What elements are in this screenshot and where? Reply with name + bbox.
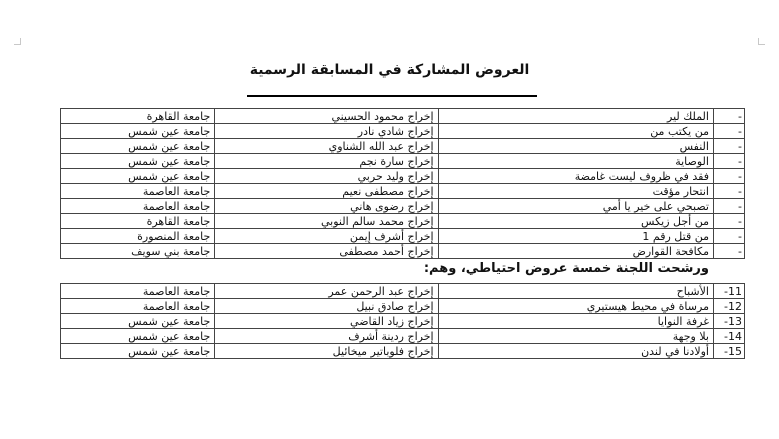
table-row xyxy=(61,329,745,344)
page-margin-marker-right xyxy=(758,38,765,45)
official-shows-table xyxy=(60,108,745,259)
reserve-shows-table xyxy=(60,283,745,359)
row-number: - xyxy=(713,169,744,184)
show-director: إخراج شادي نادر xyxy=(215,124,438,139)
table-row xyxy=(61,139,745,154)
row-number: - xyxy=(713,154,744,169)
row-number: - xyxy=(713,214,744,229)
show-university: جامعة القاهرة xyxy=(61,109,215,124)
table-row xyxy=(61,229,745,244)
row-number: - xyxy=(713,124,744,139)
show-director: إخراج مصطفى نعيم xyxy=(215,184,438,199)
table-row xyxy=(61,214,745,229)
show-university: جامعة عين شمس xyxy=(61,139,215,154)
show-director: إخراج أشرف إيمن xyxy=(215,229,438,244)
table-row xyxy=(61,109,745,124)
show-director: إخراج فلوباتير ميخائيل xyxy=(215,344,438,359)
page-margin-marker-left xyxy=(14,38,21,45)
show-university: جامعة عين شمس xyxy=(61,329,215,344)
show-title: الوصاية xyxy=(438,154,713,169)
show-university: جامعة القاهرة xyxy=(61,214,215,229)
show-university: جامعة العاصمة xyxy=(61,284,215,299)
table-row xyxy=(61,284,745,299)
show-university: جامعة عين شمس xyxy=(61,154,215,169)
show-title: بلا وجهة xyxy=(438,329,713,344)
show-university: جامعة العاصمة xyxy=(61,184,215,199)
title-underline xyxy=(247,95,537,97)
show-director: إخراج أحمد مصطفى xyxy=(215,244,438,259)
row-number: 11- xyxy=(713,284,744,299)
document-title: العروض المشاركة في المسابقة الرسمية xyxy=(249,62,530,78)
row-number: - xyxy=(713,229,744,244)
show-title: من قتل رقم 1 xyxy=(438,229,713,244)
show-title: فقد في ظروف ليست غامضة xyxy=(438,169,713,184)
table-row xyxy=(61,184,745,199)
show-title: أولادنا في لندن xyxy=(438,344,713,359)
show-university: جامعة العاصمة xyxy=(61,299,215,314)
reserve-heading: ورشحت اللجنة خمسة عروض احتياطي، وهم: xyxy=(423,261,709,276)
table-row xyxy=(61,344,745,359)
table-row xyxy=(61,199,745,214)
show-university: جامعة العاصمة xyxy=(61,199,215,214)
show-title: تصبحي على خير يا أمي xyxy=(438,199,713,214)
row-number: - xyxy=(713,199,744,214)
table-row xyxy=(61,314,745,329)
show-university: جامعة عين شمس xyxy=(61,124,215,139)
show-university: جامعة بني سويف xyxy=(61,244,215,259)
show-director: إخراج عبد الرحمن عمر xyxy=(215,284,438,299)
row-number: - xyxy=(713,109,744,124)
show-title: من يكتب من xyxy=(438,124,713,139)
row-number: 13- xyxy=(713,314,744,329)
show-title: الأشباح xyxy=(438,284,713,299)
table-row xyxy=(61,169,745,184)
show-title: من أجل زيكس xyxy=(438,214,713,229)
row-number: - xyxy=(713,244,744,259)
show-director: إخراج صادق نبيل xyxy=(215,299,438,314)
table-row xyxy=(61,154,745,169)
show-director: إخراج ردينة أشرف xyxy=(215,329,438,344)
row-number: - xyxy=(713,139,744,154)
row-number: 14- xyxy=(713,329,744,344)
show-director: إخراج سارة نجم xyxy=(215,154,438,169)
show-director: إخراج وليد حربي xyxy=(215,169,438,184)
show-director: إخراج محمد سالم النوبي xyxy=(215,214,438,229)
show-university: جامعة المنصورة xyxy=(61,229,215,244)
show-university: جامعة عين شمس xyxy=(61,344,215,359)
table-row xyxy=(61,299,745,314)
show-title: انتحار مؤقت xyxy=(438,184,713,199)
show-title: مرساة في محيط هيستيري xyxy=(438,299,713,314)
show-university: جامعة عين شمس xyxy=(61,314,215,329)
show-university: جامعة عين شمس xyxy=(61,169,215,184)
show-title: مكافحة القوارض xyxy=(438,244,713,259)
row-number: - xyxy=(713,184,744,199)
show-title: النفس xyxy=(438,139,713,154)
table-row xyxy=(61,244,745,259)
show-title: الملك لير xyxy=(438,109,713,124)
show-director: إخراج رضوى هاني xyxy=(215,199,438,214)
row-number: 15- xyxy=(713,344,744,359)
show-director: إخراج زياد القاضي xyxy=(215,314,438,329)
show-title: غرفة النوايا xyxy=(438,314,713,329)
show-director: إخراج عبد الله الشناوي xyxy=(215,139,438,154)
row-number: 12- xyxy=(713,299,744,314)
show-director: إخراج محمود الحسيني xyxy=(215,109,438,124)
table-row xyxy=(61,124,745,139)
